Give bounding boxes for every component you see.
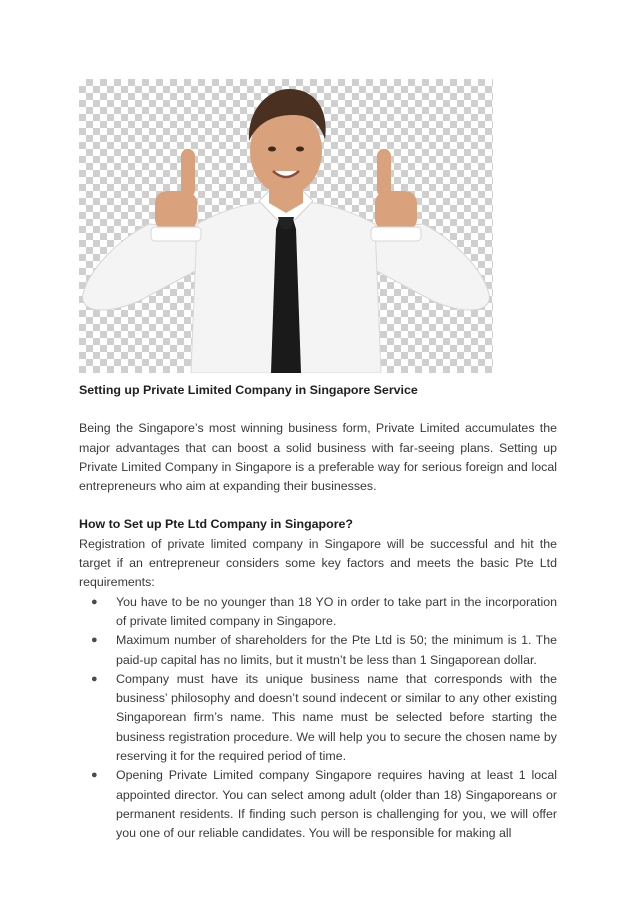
list-item-text: Opening Private Limited company Singapore requires having at least 1 local appointed director. You can select among adult (older than 18) Singaporeans or permanent residents. If finding such person is challenging for you, we will offer you one of our reliable candidates. You will be responsible for making all	[116, 768, 557, 841]
businessman-thumbs-up-illustration	[79, 79, 493, 373]
list-item-text: Maximum number of shareholders for the Pte Ltd is 50; the minimum is 1. The paid-up capital has no limits, but it mustn’t be less than 1 Singaporean dollar.	[116, 633, 557, 667]
list-item-text: You have to be no younger than 18 YO in order to take part in the incorporation of private limited company in Singapore.	[116, 594, 557, 628]
list-item-text: Company must have its unique business name that corresponds with the business’ philosophy and doesn’t sound indecent or similar to any other existing Singaporean firm’s name. This name must be selected before starting the business registration procedure. We will help you to secure the chosen name by reserving it for the required period of time.	[116, 671, 557, 764]
article-title: Setting up Private Limited Company in Singapore Service	[79, 383, 418, 397]
bullet-icon: ●	[91, 595, 98, 608]
section-heading: How to Set up Pte Ltd Company in Singapore?	[79, 517, 353, 532]
requirements-list	[79, 593, 557, 844]
article-content	[79, 381, 557, 844]
bullet-icon: ●	[91, 672, 98, 685]
bullet-icon: ●	[91, 634, 98, 647]
list-item	[91, 670, 557, 766]
list-item	[91, 631, 557, 670]
list-item	[91, 766, 557, 843]
intro-paragraph: Being the Singapore’s most winning business form, Private Limited accumulates the major advantages that can boost a solid business with far-seeing plans. Setting up Private Limited Company in Singapore is a preferable way for serious foreign and local entrepreneurs who aim at expanding their businesses.	[79, 421, 557, 494]
bullet-icon: ●	[91, 769, 98, 782]
section-intro-paragraph: Registration of private limited company in Singapore will be successful and hit the target if an entrepreneur considers some key factors and meets the basic Pte Ltd requirements:	[79, 536, 557, 590]
hero-image	[79, 79, 493, 373]
list-item	[91, 593, 557, 632]
